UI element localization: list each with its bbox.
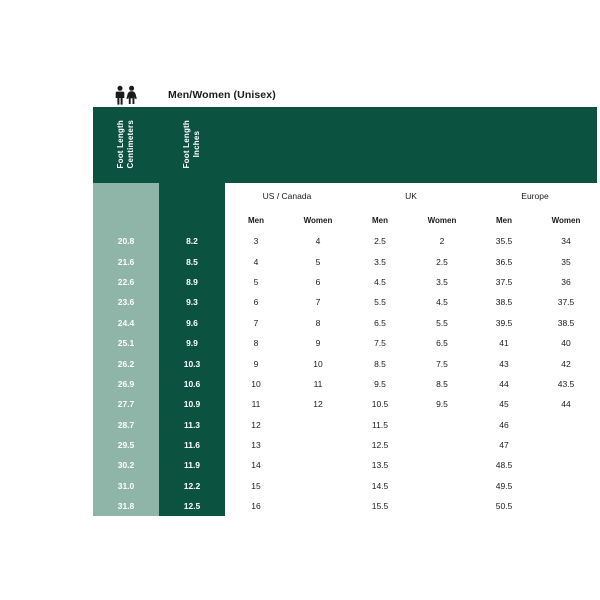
cell-eu-men: 38.5 <box>473 292 535 312</box>
cell-eu-women: 38.5 <box>535 313 597 333</box>
cell-eu-men: 50.5 <box>473 496 535 516</box>
cell-eu-men: 36.5 <box>473 251 535 271</box>
cell-us-men: 14 <box>225 455 287 475</box>
cell-uk-men: 12.5 <box>349 435 411 455</box>
sub-header-uk-men: Men <box>372 215 388 225</box>
cell-us-women: 4 <box>287 231 349 251</box>
cell-in: 9.9 <box>159 333 225 353</box>
cell-eu-women <box>535 476 597 496</box>
cell-us-men: 12 <box>225 415 287 435</box>
cell-us-women: 8 <box>287 313 349 333</box>
cell-uk-women: 2.5 <box>411 251 473 271</box>
cell-cm: 27.7 <box>93 394 159 414</box>
size-conversion-table <box>93 107 597 516</box>
cell-cm: 23.6 <box>93 292 159 312</box>
men-women-pictogram-icon <box>93 84 159 106</box>
table-row <box>93 231 597 251</box>
group-header-europe: Europe <box>521 191 549 201</box>
cell-uk-women <box>411 455 473 475</box>
cell-uk-women <box>411 476 473 496</box>
cell-uk-women: 5.5 <box>411 313 473 333</box>
cell-uk-men: 13.5 <box>349 455 411 475</box>
cell-uk-men: 6.5 <box>349 313 411 333</box>
cell-cm: 20.8 <box>93 231 159 251</box>
cell-us-women: 12 <box>287 394 349 414</box>
table-row <box>93 476 597 496</box>
cell-in: 12.5 <box>159 496 225 516</box>
cell-uk-men: 4.5 <box>349 272 411 292</box>
cell-uk-men: 3.5 <box>349 251 411 271</box>
cell-uk-men: 8.5 <box>349 353 411 373</box>
cell-uk-women <box>411 435 473 455</box>
cell-eu-women: 43.5 <box>535 374 597 394</box>
chart-title-row <box>93 84 513 106</box>
group-header-us-canada: US / Canada <box>262 191 312 201</box>
cell-uk-women: 3.5 <box>411 272 473 292</box>
cell-eu-women: 44 <box>535 394 597 414</box>
cell-eu-men: 35.5 <box>473 231 535 251</box>
cell-cm: 26.9 <box>93 374 159 394</box>
table-row <box>93 374 597 394</box>
cell-eu-women: 42 <box>535 353 597 373</box>
cell-eu-women <box>535 415 597 435</box>
cell-us-men: 11 <box>225 394 287 414</box>
table-row <box>93 394 597 414</box>
cell-us-women: 9 <box>287 333 349 353</box>
table-row <box>93 435 597 455</box>
cell-cm: 29.5 <box>93 435 159 455</box>
cell-cm: 26.2 <box>93 353 159 373</box>
cell-us-men: 10 <box>225 374 287 394</box>
vertical-header-cm-line1: Foot Length <box>116 119 125 169</box>
cell-cm: 21.6 <box>93 251 159 271</box>
cell-us-men: 4 <box>225 251 287 271</box>
table-row <box>93 353 597 373</box>
sub-header-eu-men: Men <box>496 215 512 225</box>
cell-us-men: 7 <box>225 313 287 333</box>
cell-cm: 25.1 <box>93 333 159 353</box>
cell-uk-women: 2 <box>411 231 473 251</box>
banner-fill <box>225 107 597 183</box>
sub-header-row <box>93 209 597 231</box>
cell-eu-women: 35 <box>535 251 597 271</box>
vertical-header-inches <box>159 107 225 183</box>
table-row <box>93 272 597 292</box>
cell-eu-men: 37.5 <box>473 272 535 292</box>
cell-cm: 31.8 <box>93 496 159 516</box>
cell-us-women <box>287 435 349 455</box>
cell-us-women <box>287 415 349 435</box>
vertical-header-centimeters <box>93 107 159 183</box>
cell-us-women <box>287 496 349 516</box>
cell-eu-men: 46 <box>473 415 535 435</box>
vertical-header-cm-line2: Centimeters <box>126 119 135 169</box>
cell-eu-women <box>535 435 597 455</box>
table-row <box>93 251 597 271</box>
cell-us-women <box>287 476 349 496</box>
cell-in: 8.5 <box>159 251 225 271</box>
spacer-in <box>159 183 225 209</box>
cell-uk-men: 9.5 <box>349 374 411 394</box>
cell-us-men: 6 <box>225 292 287 312</box>
cell-uk-women <box>411 415 473 435</box>
cell-uk-women: 7.5 <box>411 353 473 373</box>
cell-in: 10.3 <box>159 353 225 373</box>
cell-us-men: 3 <box>225 231 287 251</box>
cell-cm: 31.0 <box>93 476 159 496</box>
table-row <box>93 415 597 435</box>
cell-us-men: 8 <box>225 333 287 353</box>
cell-eu-men: 48.5 <box>473 455 535 475</box>
cell-in: 11.9 <box>159 455 225 475</box>
cell-uk-men: 11.5 <box>349 415 411 435</box>
cell-uk-women <box>411 496 473 516</box>
vertical-header-in-line2: Inches <box>192 130 201 158</box>
cell-eu-men: 41 <box>473 333 535 353</box>
cell-uk-men: 2.5 <box>349 231 411 251</box>
cell-us-women: 5 <box>287 251 349 271</box>
vertical-header-in-line1: Foot Length <box>182 119 191 169</box>
cell-eu-men: 47 <box>473 435 535 455</box>
cell-cm: 24.4 <box>93 313 159 333</box>
cell-uk-women: 4.5 <box>411 292 473 312</box>
cell-eu-women: 37.5 <box>535 292 597 312</box>
cell-in: 8.9 <box>159 272 225 292</box>
spacer-cm <box>93 183 159 209</box>
cell-eu-men: 45 <box>473 394 535 414</box>
cell-in: 9.6 <box>159 313 225 333</box>
cell-cm: 30.2 <box>93 455 159 475</box>
cell-eu-women <box>535 455 597 475</box>
cell-uk-men: 7.5 <box>349 333 411 353</box>
table-row <box>93 496 597 516</box>
cell-us-women: 7 <box>287 292 349 312</box>
cell-uk-women: 8.5 <box>411 374 473 394</box>
cell-eu-men: 39.5 <box>473 313 535 333</box>
table-row <box>93 292 597 312</box>
cell-uk-women: 9.5 <box>411 394 473 414</box>
cell-us-men: 15 <box>225 476 287 496</box>
sub-header-uk-women: Women <box>427 215 457 225</box>
spacer-in-2 <box>159 209 225 231</box>
cell-us-women: 6 <box>287 272 349 292</box>
spacer-cm-2 <box>93 209 159 231</box>
group-header-uk: UK <box>405 191 417 201</box>
cell-us-women: 10 <box>287 353 349 373</box>
cell-uk-women: 6.5 <box>411 333 473 353</box>
cell-us-men: 13 <box>225 435 287 455</box>
cell-eu-women: 40 <box>535 333 597 353</box>
cell-in: 10.9 <box>159 394 225 414</box>
cell-eu-men: 43 <box>473 353 535 373</box>
table-row <box>93 455 597 475</box>
cell-us-men: 5 <box>225 272 287 292</box>
sub-header-us-men: Men <box>248 215 264 225</box>
cell-us-men: 9 <box>225 353 287 373</box>
cell-uk-men: 15.5 <box>349 496 411 516</box>
cell-in: 12.2 <box>159 476 225 496</box>
group-header-row <box>93 183 597 209</box>
cell-eu-women: 36 <box>535 272 597 292</box>
cell-uk-men: 5.5 <box>349 292 411 312</box>
cell-in: 11.3 <box>159 415 225 435</box>
cell-in: 8.2 <box>159 231 225 251</box>
sub-header-us-women: Women <box>303 215 333 225</box>
cell-us-women <box>287 455 349 475</box>
table-row <box>93 313 597 333</box>
cell-in: 10.6 <box>159 374 225 394</box>
cell-eu-women: 34 <box>535 231 597 251</box>
cell-eu-men: 49.5 <box>473 476 535 496</box>
cell-eu-women <box>535 496 597 516</box>
table-row <box>93 333 597 353</box>
page-title: Men/Women (Unisex) <box>168 89 276 101</box>
cell-us-men: 16 <box>225 496 287 516</box>
sub-header-eu-women: Women <box>551 215 581 225</box>
cell-uk-men: 10.5 <box>349 394 411 414</box>
cell-in: 11.6 <box>159 435 225 455</box>
cell-uk-men: 14.5 <box>349 476 411 496</box>
cell-eu-men: 44 <box>473 374 535 394</box>
table-banner-row <box>93 107 597 183</box>
cell-in: 9.3 <box>159 292 225 312</box>
cell-us-women: 11 <box>287 374 349 394</box>
cell-cm: 22.6 <box>93 272 159 292</box>
cell-cm: 28.7 <box>93 415 159 435</box>
